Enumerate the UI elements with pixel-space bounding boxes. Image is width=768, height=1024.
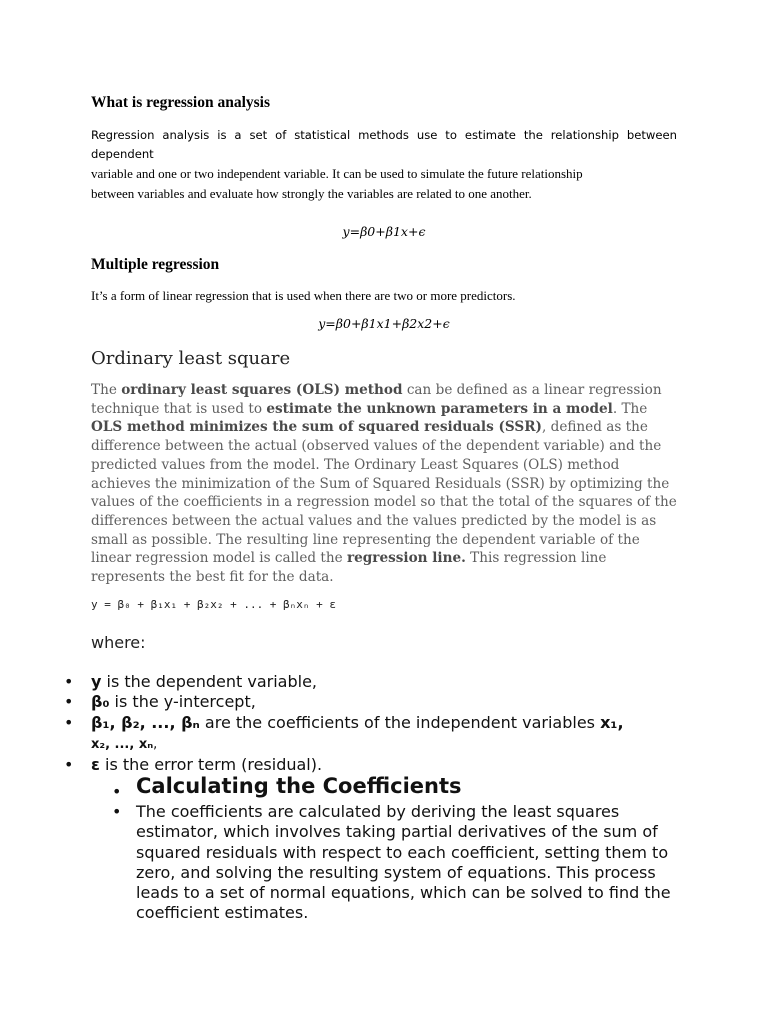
bullet-icon: •: [64, 712, 74, 732]
ols-bold-term: estimate the unknown parameters in a model: [266, 400, 613, 417]
multiple-regression-text: It’s a form of linear regression that is used when there are two or more predictors.: [91, 288, 516, 303]
calculating-coefficients-heading: Calculating the Coefficients: [136, 774, 462, 798]
ols-bold-term: ordinary least squares (OLS) method: [121, 382, 403, 398]
definition-term: x₁,: [600, 712, 624, 732]
intro-line-2: variable and one or two independent variable. It can be used to simulate the future relationship: [91, 166, 583, 182]
ols-text: . The: [612, 400, 648, 417]
list-item: [0, 672, 671, 692]
bullet-icon: •: [112, 782, 122, 801]
intro-line-1: Regression analysis is a set of statistical methods use to estimate the relationship between dependent: [91, 128, 677, 162]
ols-text: This regression line represents the best fit for the data.: [91, 550, 607, 586]
definition-text: is the y-intercept,: [109, 692, 256, 712]
where-label: where:: [91, 633, 146, 652]
list-item: [0, 755, 671, 775]
list-item: [0, 713, 671, 756]
section-title-multiple-regression: Multiple regression: [91, 256, 220, 273]
ols-text: , defined as the difference between the actual (observed values of the dependent variable) and the predicted values from the model. The Ordinary Least Squares (OLS) method achieves the minimization of the Sum of Squared Residuals (SSR) by optimizing the values of the coefficients in a regression model so that the total of the squares of the differences between the actual values and the values predicted by the model is as small as possible. The resulting line representing the dependent variable of the linear regression model is called the: [91, 419, 677, 567]
definition-text: are the coefficients of the independent variables: [199, 712, 601, 732]
list-item: [0, 692, 671, 712]
bullet-icon: •: [112, 802, 122, 821]
multiple-regression-equation: y=β0+β1x1+β2x2+ϵ: [318, 316, 450, 331]
definition-text: ,: [153, 736, 158, 752]
section-title-regression-analysis: What is regression analysis: [91, 94, 270, 111]
definition-text: is the dependent variable,: [101, 672, 318, 691]
definition-list: [0, 672, 768, 775]
section-title-ordinary-least-square: Ordinary least square: [91, 348, 291, 369]
ols-bold-term: regression line.: [346, 550, 466, 567]
bullet-icon: •: [64, 672, 74, 691]
ols-formula: y = β₀ + β₁x₁ + β₂x₂ + ... + βₙxₙ + ε: [91, 598, 337, 611]
definition-text: is the error term (residual).: [99, 755, 323, 775]
definition-term: x₂, ..., xₙ: [91, 736, 154, 752]
bullet-icon: •: [64, 692, 74, 712]
definition-term: ε: [91, 755, 100, 775]
bullet-icon: •: [64, 755, 74, 775]
regression-intro-paragraph: [91, 126, 677, 203]
intro-line-3: between variables and evaluate how strongly the variables are related to one another.: [91, 185, 532, 201]
definition-term: β₁, β₂, ..., βₙ: [91, 712, 200, 732]
ols-paragraph: [91, 381, 681, 587]
coefficients-description: The coefficients are calculated by deriving the least squares estimator, which involves taking partial derivatives of the sum of squared residuals with respect to each coefficient, setting them to zero, and solving the resulting system of equations. This process leads to a set of normal equations, which can be solved to find the coefficient estimates.: [136, 802, 671, 923]
ols-text: The: [91, 382, 122, 398]
ols-text: can be defined as a linear regression technique that is used to: [91, 382, 662, 417]
ols-bold-term: OLS method minimizes the sum of squared residuals (SSR): [91, 419, 542, 436]
simple-regression-equation: y=β0+β1x+ϵ: [342, 224, 426, 239]
definition-term: β₀: [91, 692, 110, 712]
definition-term: y: [91, 672, 102, 691]
